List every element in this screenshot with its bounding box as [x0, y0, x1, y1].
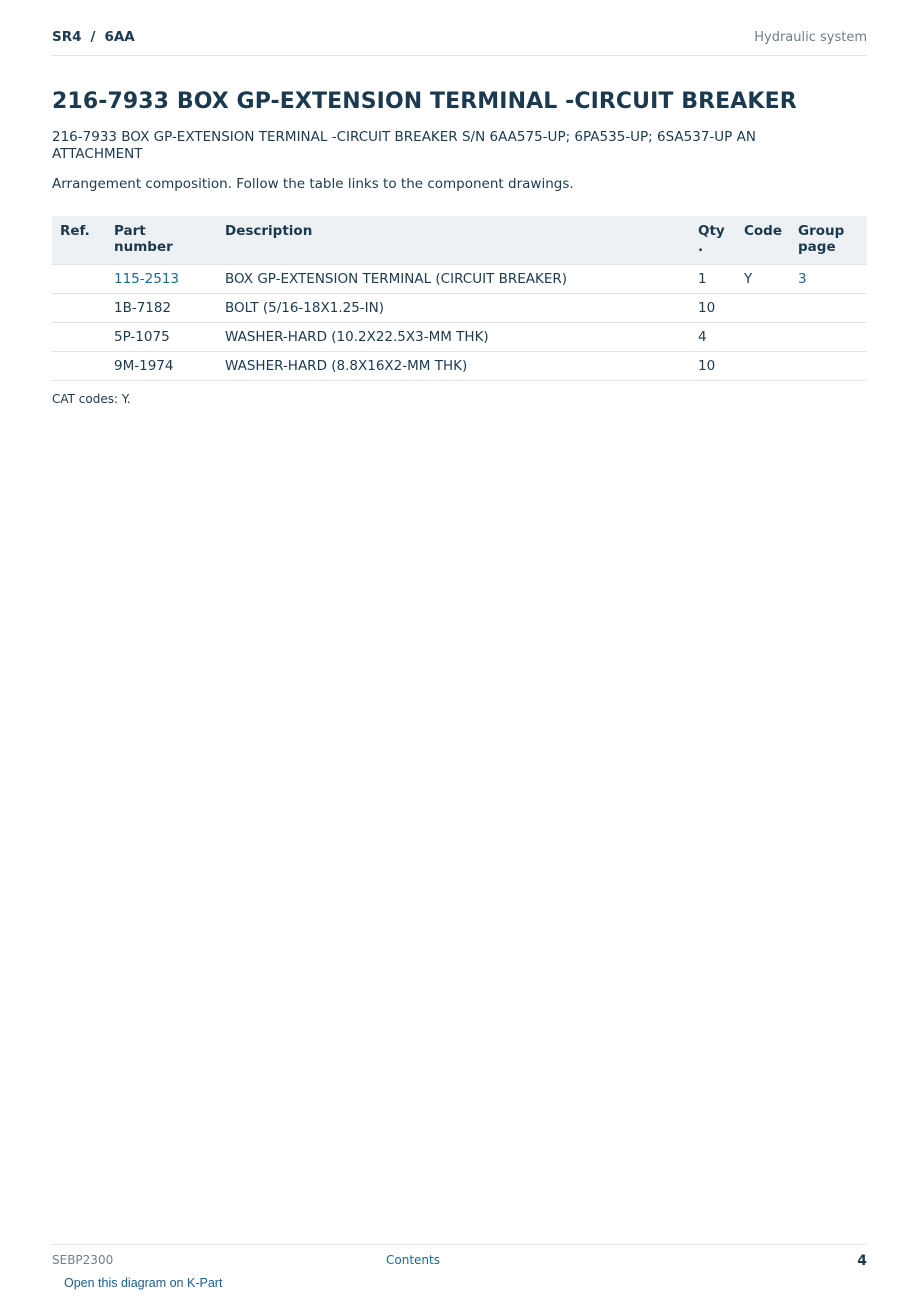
header-code: Code — [736, 216, 790, 265]
cell-description: WASHER-HARD (8.8X16X2-MM THK) — [217, 352, 690, 381]
cell-qty: 10 — [690, 294, 736, 323]
parts-table — [52, 216, 867, 381]
cell-ref — [52, 352, 106, 381]
cell-ref — [52, 265, 106, 294]
table-row — [52, 323, 867, 352]
group-page-link[interactable]: 3 — [790, 265, 867, 294]
cell-description: WASHER-HARD (10.2X22.5X3-MM THK) — [217, 323, 690, 352]
header-group-line1: Group — [798, 223, 845, 239]
header-qty-line1: Qty — [698, 223, 725, 239]
cell-code — [736, 323, 790, 352]
header-ref: Ref. — [52, 216, 106, 265]
header-qty-line2: . — [698, 239, 704, 255]
page-title: 216-7933 BOX GP-EXTENSION TERMINAL -CIRCUIT BREAKER — [52, 89, 797, 114]
page-number: 4 — [857, 1253, 867, 1269]
cell-qty: 1 — [690, 265, 736, 294]
prefix-label: 6AA — [104, 29, 135, 45]
header-group-page — [790, 216, 867, 265]
cell-ref — [52, 323, 106, 352]
page-subtitle: 216-7933 BOX GP-EXTENSION TERMINAL -CIRCUIT BREAKER S/N 6AA575-UP; 6PA535-UP; 6SA537-UP AN ATTACHMENT — [52, 129, 756, 162]
cell-group-page — [790, 352, 867, 381]
header-group-line2: page — [798, 239, 836, 255]
table-header-row — [52, 216, 867, 265]
cell-group-page — [790, 294, 867, 323]
kpart-link[interactable]: Open this diagram on K-Part — [64, 1276, 223, 1290]
breadcrumb-separator: / — [90, 29, 96, 45]
cell-qty: 4 — [690, 323, 736, 352]
table-row — [52, 294, 867, 323]
table-row — [52, 265, 867, 294]
cell-code — [736, 294, 790, 323]
cat-codes-note: CAT codes: Y. — [52, 392, 131, 406]
model-label: SR4 — [52, 29, 82, 45]
header-description: Description — [217, 216, 690, 265]
page-footer — [52, 1244, 867, 1275]
header-qty — [690, 216, 736, 265]
intro-text: Arrangement composition. Follow the table links to the component drawings. — [52, 176, 574, 192]
cell-part-number: 5P-1075 — [106, 323, 217, 352]
page-header — [52, 29, 867, 56]
cell-description: BOLT (5/16-18X1.25-IN) — [217, 294, 690, 323]
contents-link[interactable]: Contents — [386, 1253, 440, 1267]
document-code: SEBP2300 — [52, 1253, 114, 1267]
cell-description: BOX GP-EXTENSION TERMINAL (CIRCUIT BREAKER) — [217, 265, 690, 294]
cell-part-number: 9M-1974 — [106, 352, 217, 381]
section-title: Hydraulic system — [754, 30, 867, 45]
cell-part-number: 1B-7182 — [106, 294, 217, 323]
cell-code — [736, 352, 790, 381]
cell-group-page — [790, 323, 867, 352]
cell-qty: 10 — [690, 352, 736, 381]
header-part-number: Part number — [106, 216, 217, 265]
cell-code: Y — [736, 265, 790, 294]
table-row — [52, 352, 867, 381]
part-number-link[interactable]: 115-2513 — [106, 265, 217, 294]
breadcrumb — [52, 29, 135, 45]
cell-ref — [52, 294, 106, 323]
